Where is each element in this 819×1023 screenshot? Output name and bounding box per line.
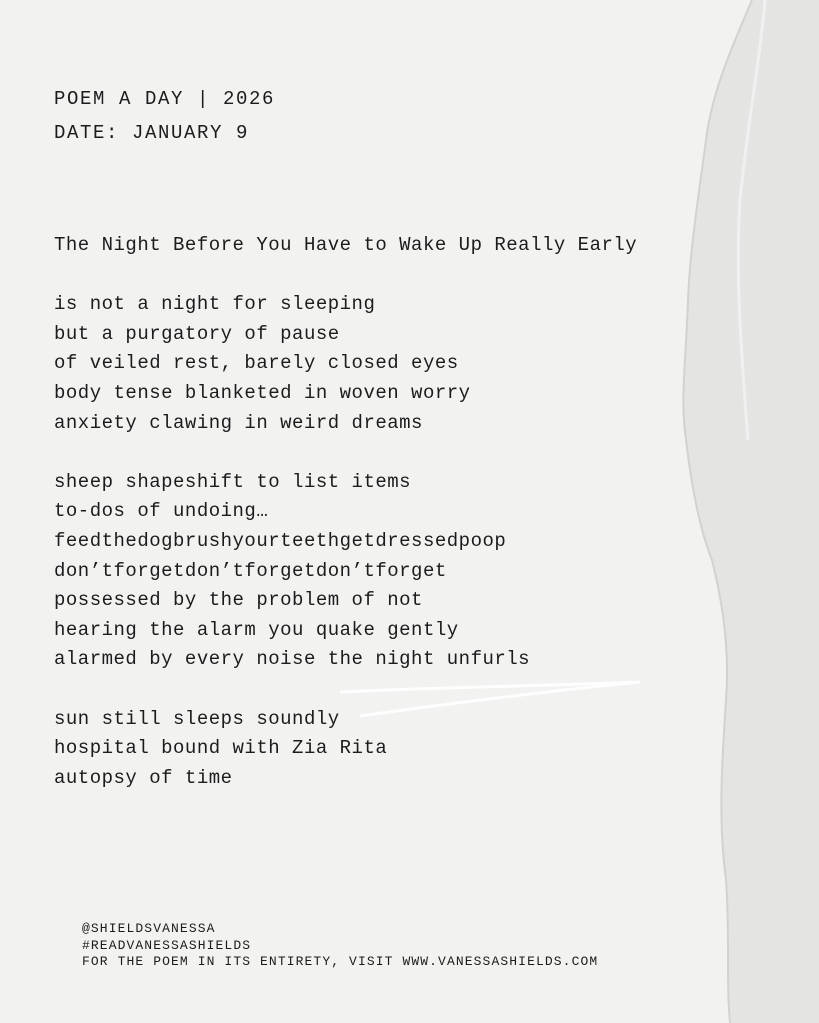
poem-line: alarmed by every noise the night unfurls — [54, 648, 531, 671]
poem-line: anxiety clawing in weird dreams — [54, 411, 423, 434]
poem-line: hearing the alarm you quake gently — [54, 618, 459, 641]
poem-line: but a purgatory of pause — [54, 322, 340, 345]
poem-line: body tense blanketed in woven worry — [54, 381, 471, 404]
stanza-1 — [54, 290, 637, 438]
poem-line: sun still sleeps soundly — [54, 707, 340, 730]
poem — [54, 231, 637, 823]
stanza-3 — [54, 705, 637, 794]
footer — [82, 921, 598, 971]
poem-line: of veiled rest, barely closed eyes — [54, 352, 459, 375]
poem-line: possessed by the problem of not — [54, 589, 423, 612]
poem-line: feedthedogbrushyourteethgetdressedpoop — [54, 529, 507, 552]
visit-website-note: FOR THE POEM IN ITS ENTIRETY, VISIT WWW.VANESSASHIELDS.COM — [82, 954, 599, 969]
poem-line: hospital bound with Zia Rita — [54, 737, 388, 760]
poem-line: autopsy of time — [54, 766, 233, 789]
poem-line: is not a night for sleeping — [54, 293, 376, 316]
social-handle: @SHIELDSVANESSA — [82, 921, 216, 936]
stanza-2 — [54, 468, 637, 675]
poem-line: sheep shapeshift to list items — [54, 470, 412, 493]
header — [54, 82, 275, 150]
poem-line: don’tforgetdon’tforgetdon’tforget — [54, 559, 447, 582]
poem-title: The Night Before You Have to Wake Up Really Early — [54, 234, 638, 256]
date-label: DATE: JANUARY 9 — [54, 122, 250, 144]
series-label: POEM A DAY | 2026 — [54, 88, 276, 110]
poem-line: to-dos of undoing… — [54, 500, 269, 523]
hashtag: #READVANESSASHIELDS — [82, 937, 252, 953]
